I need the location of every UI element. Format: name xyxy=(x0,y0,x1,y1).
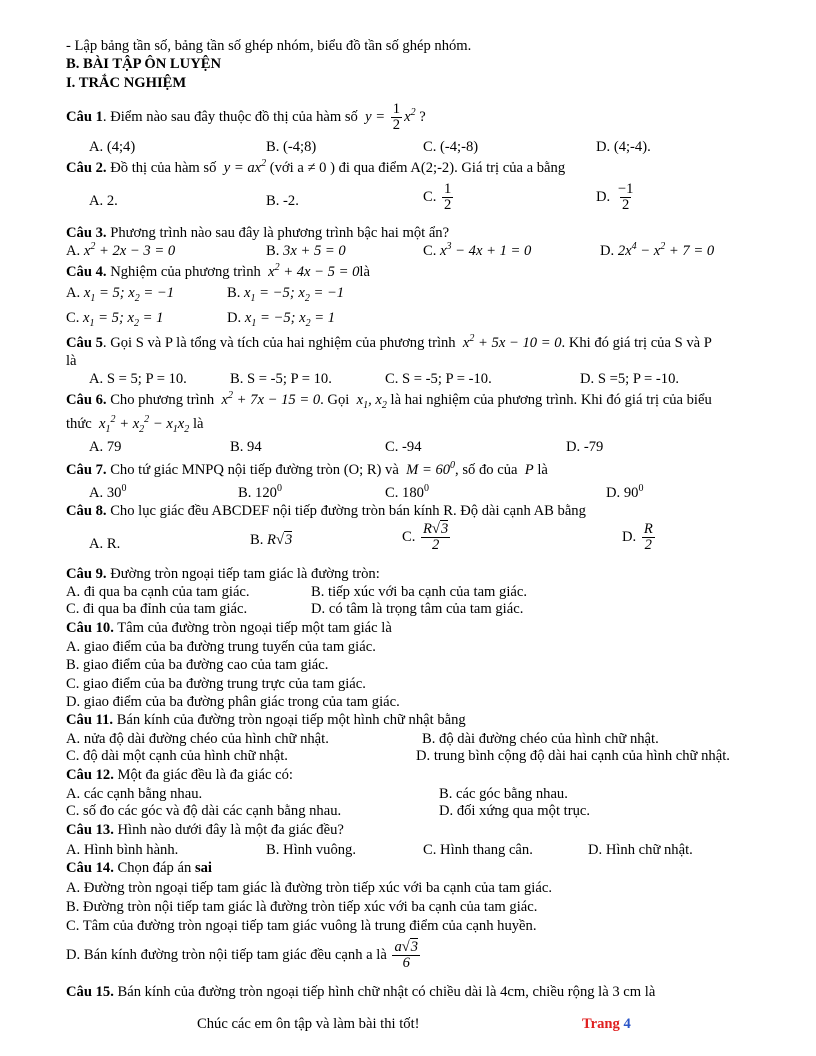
q1-formula: y = xyxy=(361,108,386,125)
question-4: Câu 4. Nghiệm của phương trình $x^2 + 4x - 5$ = 0là xyxy=(66,262,370,280)
q2-option-d[interactable]: D. $\frac{-1}{2}$ xyxy=(596,181,634,213)
q7-option-d[interactable]: D. $90^0$ xyxy=(606,483,644,501)
q3-option-a[interactable]: A. $x^2 + 2x - 3 = 0$ xyxy=(66,241,176,259)
q6-option-d[interactable]: D. -79 xyxy=(566,439,604,455)
question-2 xyxy=(66,160,565,177)
q10-option-a[interactable]: A. giao điểm của ba đường trung tuyến của tam giác. xyxy=(66,639,376,655)
q2-label: Câu 2. xyxy=(66,160,107,176)
q7-option-c[interactable]: C. $180^0$ xyxy=(385,483,429,501)
q2-text: Đồ thị của hàm số xyxy=(110,160,217,176)
intro-line: - Lập bảng tần số, bảng tần số ghép nhóm, biểu đồ tần số ghép nhóm. xyxy=(66,38,472,54)
q2-condition: (với a ≠ 0 ) đi qua điểm A(2;-2). Giá trị của a bằng xyxy=(269,160,566,176)
q1-tail: ? xyxy=(419,108,426,125)
question-11: Câu 11. Bán kính của đường tròn ngoại tiếp một hình chữ nhật bằng xyxy=(66,712,466,728)
q10-option-c[interactable]: C. giao điểm của ba đường trung trực của tam giác. xyxy=(66,676,366,692)
q9-option-c[interactable]: C. đi qua ba đỉnh của tam giác. xyxy=(66,601,248,617)
q1-label: Câu 1 xyxy=(66,108,103,125)
question-6: Câu 6. Cho phương trình $x^2 + 7x - 15 = 0$. Gọi $x_1$, $x_2$ là hai nghiệm của phương trình. Khi đó giá trị của biểu xyxy=(66,390,712,411)
q13-option-d[interactable]: D. Hình chữ nhật. xyxy=(588,842,693,858)
section-1-heading: I. TRẮC NGHIỆM xyxy=(66,75,187,91)
question-5: Câu 5. Gọi S và P là tổng và tích của hai nghiệm của phương trình $x^2 + 5x - 10 = 0$. Khi đó giá trị của S và P xyxy=(66,333,712,351)
q11-option-d[interactable]: D. trung bình cộng độ dài hai cạnh của hình chữ nhật. xyxy=(416,748,730,764)
q8-option-d[interactable]: D. $\frac{R}{2}$ xyxy=(622,521,653,553)
q6-option-c[interactable]: C. -94 xyxy=(385,439,422,455)
q1-text: . Điểm nào sau đây thuộc đồ thị của hàm số xyxy=(102,108,358,125)
q4-option-a[interactable]: A. $x_1 = 5$; $x_2 = -1$ xyxy=(66,285,175,304)
q8-option-b[interactable]: B. R√3 xyxy=(250,532,293,548)
q1-option-a[interactable]: A. (4;4) xyxy=(89,139,136,155)
q14-option-a[interactable]: A. Đường tròn ngoại tiếp tam giác là đường tròn tiếp xúc với ba cạnh của tam giác. xyxy=(66,880,552,896)
q5-text-continued: là xyxy=(66,353,77,369)
q4-option-c[interactable]: C. $x_1 = 5$; $x_2 = 1$ xyxy=(66,310,164,329)
section-b-heading: B. BÀI TẬP ÔN LUYỆN xyxy=(66,56,222,72)
question-1: Câu 1. Điểm nào sau đây thuộc đồ thị của hàm số y = $\frac{1}{2}$ $x^2$ ? xyxy=(66,101,426,133)
q1-option-d[interactable]: D. (4;-4). xyxy=(596,139,651,155)
q4-option-b[interactable]: B. $x_1 = -5$; $x_2 = -1$ xyxy=(227,285,345,304)
q12-option-d[interactable]: D. đối xứng qua một trục. xyxy=(439,803,590,819)
q2-option-b[interactable]: B. -2. xyxy=(266,193,299,209)
q5-option-c[interactable]: C. S = -5; P = -10. xyxy=(385,371,492,387)
q3-option-b[interactable]: B. 3x + 5 = 0 xyxy=(266,243,346,259)
question-9: Câu 9. Đường tròn ngoại tiếp tam giác là đường tròn: xyxy=(66,566,380,582)
page-number: Trang 4 xyxy=(582,1016,631,1032)
question-12: Câu 12. Một đa giác đều là đa giác có: xyxy=(66,767,293,783)
q8-option-c[interactable]: C. $\frac{R√3}{2}$ xyxy=(402,521,449,553)
q5-option-b[interactable]: B. S = -5; P = 10. xyxy=(230,371,332,387)
q9-option-a[interactable]: A. đi qua ba cạnh của tam giác. xyxy=(66,584,250,600)
question-7: Câu 7. Cho tứ giác MNPQ nội tiếp đường tròn (O; R) và $M = 60^0$, số đo của P là xyxy=(66,460,548,478)
q6-option-a[interactable]: A. 79 xyxy=(89,439,122,455)
question-15: Câu 15. Bán kính của đường tròn ngoại tiếp hình chữ nhật có chiều dài là 4cm, chiều rộng là 3 cm là xyxy=(66,984,656,1000)
q9-option-d[interactable]: D. có tâm là trọng tâm của tam giác. xyxy=(311,601,524,617)
q14-option-c[interactable]: C. Tâm của đường tròn ngoại tiếp tam giác vuông là trung điểm của cạnh huyền. xyxy=(66,918,537,934)
q13-option-c[interactable]: C. Hình thang cân. xyxy=(423,842,533,858)
q11-option-b[interactable]: B. độ dài đường chéo của hình chữ nhật. xyxy=(422,731,659,747)
q12-option-a[interactable]: A. các cạnh bằng nhau. xyxy=(66,786,203,802)
q7-option-a[interactable]: A. $30^0$ xyxy=(89,483,127,501)
question-14: Câu 14. Chọn đáp án sai xyxy=(66,860,212,876)
q6-text-continued: thức $x_1^2 + x_2^2 - x_1x_2$ là xyxy=(66,414,204,435)
q8-option-a[interactable]: A. R. xyxy=(89,536,121,552)
question-13: Câu 13. Hình nào dưới đây là một đa giác đều? xyxy=(66,822,344,838)
question-10: Câu 10. Tâm của đường tròn ngoại tiếp một tam giác là xyxy=(66,620,392,636)
q4-option-d[interactable]: D. $x_1 = -5$; $x_2 = 1$ xyxy=(227,310,336,329)
q1-option-b[interactable]: B. (-4;8) xyxy=(266,139,317,155)
q6-option-b[interactable]: B. 94 xyxy=(230,439,262,455)
q12-option-c[interactable]: C. số đo các góc và độ dài các cạnh bằng nhau. xyxy=(66,803,342,819)
q1-fraction: $\frac{1}{2}$ xyxy=(392,101,401,133)
footer-message: Chúc các em ôn tập và làm bài thi tốt! xyxy=(197,1016,420,1032)
question-8: Câu 8. Cho lục giác đều ABCDEF nội tiếp đường tròn bán kính R. Độ dài cạnh AB bằng xyxy=(66,503,586,519)
q2-option-a[interactable]: A. 2. xyxy=(89,193,118,209)
q5-option-a[interactable]: A. S = 5; P = 10. xyxy=(89,371,187,387)
q3-option-d[interactable]: D. $2x^4 - x^2 + 7 = 0$ xyxy=(600,241,715,259)
q11-option-a[interactable]: A. nửa độ dài đường chéo của hình chữ nhật. xyxy=(66,731,329,747)
q2-formula: $y = ax^2$ xyxy=(220,158,267,176)
q14-option-b[interactable]: B. Đường tròn nội tiếp tam giác là đường tròn tiếp xúc với ba cạnh của tam giác. xyxy=(66,899,538,915)
q10-option-d[interactable]: D. giao điểm của ba đường phân giác trong của tam giác. xyxy=(66,694,400,710)
q12-option-b[interactable]: B. các góc bằng nhau. xyxy=(439,786,568,802)
q13-option-a[interactable]: A. Hình bình hành. xyxy=(66,842,179,858)
q9-option-b[interactable]: B. tiếp xúc với ba cạnh của tam giác. xyxy=(311,584,528,600)
q2-option-c[interactable]: C. $\frac{1}{2}$ xyxy=(423,181,452,213)
q11-option-c[interactable]: C. độ dài một cạnh của hình chữ nhật. xyxy=(66,748,288,764)
q3-option-c[interactable]: C. $x^3 - 4x + 1 = 0$ xyxy=(423,241,532,259)
q10-option-b[interactable]: B. giao điểm của ba đường cao của tam giác. xyxy=(66,657,329,673)
question-3: Câu 3. Phương trình nào sau đây là phương trình bậc hai một ẩn? xyxy=(66,225,450,241)
q13-option-b[interactable]: B. Hình vuông. xyxy=(266,842,356,858)
q14-option-d[interactable]: D. Bán kính đường tròn nội tiếp tam giác đều cạnh a là $\frac{a√3}{6}$ xyxy=(66,939,419,971)
q1-option-c[interactable]: C. (-4;-8) xyxy=(423,139,479,155)
q5-option-d[interactable]: D. S =5; P = -10. xyxy=(580,371,680,387)
q7-option-b[interactable]: B. $120^0$ xyxy=(238,483,282,501)
